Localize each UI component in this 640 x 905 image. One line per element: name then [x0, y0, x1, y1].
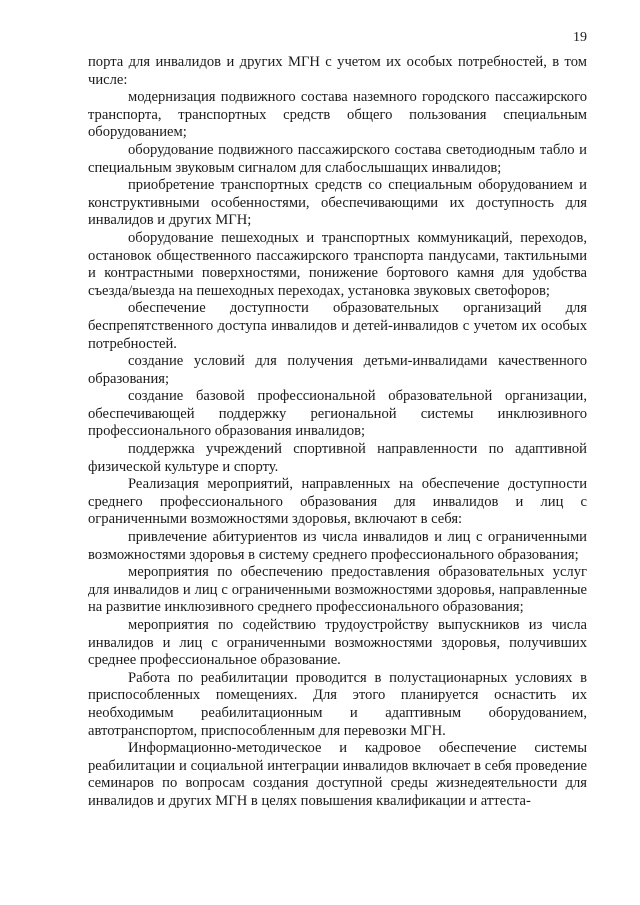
paragraph: оборудование подвижного пассажирского состава светодиодным табло и специальным звуковым сигналом для слабослышащих инвалидов;	[88, 141, 587, 176]
paragraph: создание условий для получения детьми-инвалидами качественного образования;	[88, 353, 587, 387]
paragraph: мероприятия по содействию трудоустройству выпускников из числа инвалидов и лиц с ограниченными возможностями здоровья, получивших среднее профессиональное образование.	[88, 617, 587, 669]
page-number: 19	[573, 30, 587, 45]
paragraph: приобретение транспортных средств со специальным оборудованием и конструктивными особенностями, обеспечивающими их доступность для инвалидов и других МГН;	[88, 177, 587, 229]
document-body	[88, 54, 587, 811]
paragraph: создание базовой профессиональной образовательной организации, обеспечивающей поддержку региональной системы инклюзивного профессионального образования инвалидов;	[88, 388, 587, 440]
paragraph: порта для инвалидов и других МГН с учетом их особых потребностей, в том числе:	[88, 54, 587, 88]
paragraph: привлечение абитуриентов из числа инвалидов и лиц с ограниченными возможностями здоровья в систему среднего профессионального образования;	[88, 529, 587, 563]
paragraph: модернизация подвижного состава наземного городского пассажирского транспорта, транспортных средств общего пользования специальным оборудованием;	[88, 89, 587, 141]
paragraph: Работа по реабилитации проводится в полустационарных условиях в приспособленных помещениях. Для этого планируется оснастить их необходимым реабилитационным и адаптивным оборудованием, автотранспортом, приспособленным для перевозки МГН.	[88, 669, 587, 739]
paragraph: мероприятия по обеспечению предоставления образовательных услуг для инвалидов и лиц с ограниченными возможностями здоровья, направленные на развитие инклюзивного среднего профессионального образования;	[88, 564, 587, 616]
paragraph: оборудование пешеходных и транспортных коммуникаций, переходов, остановок общественного пассажирского транспорта пандусами, тактильными и контрастными поверхностями, понижение бортового камня для удобства съезда/выезда на пешеходных переходах, установка звуковых светофоров;	[88, 229, 587, 299]
paragraph: Информационно-методическое и кадровое обеспечение системы реабилитации и социальной интеграции инвалидов включает в себя проведение семинаров по вопросам создания доступной среды жизнедеятельности для инвалидов и других МГН в целях повышения квалификации и аттеста-	[88, 740, 587, 809]
paragraph: обеспечение доступности образовательных организаций для беспрепятственного доступа инвалидов и детей-инвалидов с учетом их особых потребностей.	[88, 300, 587, 352]
paragraph: Реализация мероприятий, направленных на обеспечение доступности среднего профессионального образования для инвалидов и лиц с ограниченными возможностями здоровья, включают в себя:	[88, 476, 587, 528]
paragraph: поддержка учреждений спортивной направленности по адаптивной физической культуре и спорту.	[88, 441, 587, 475]
